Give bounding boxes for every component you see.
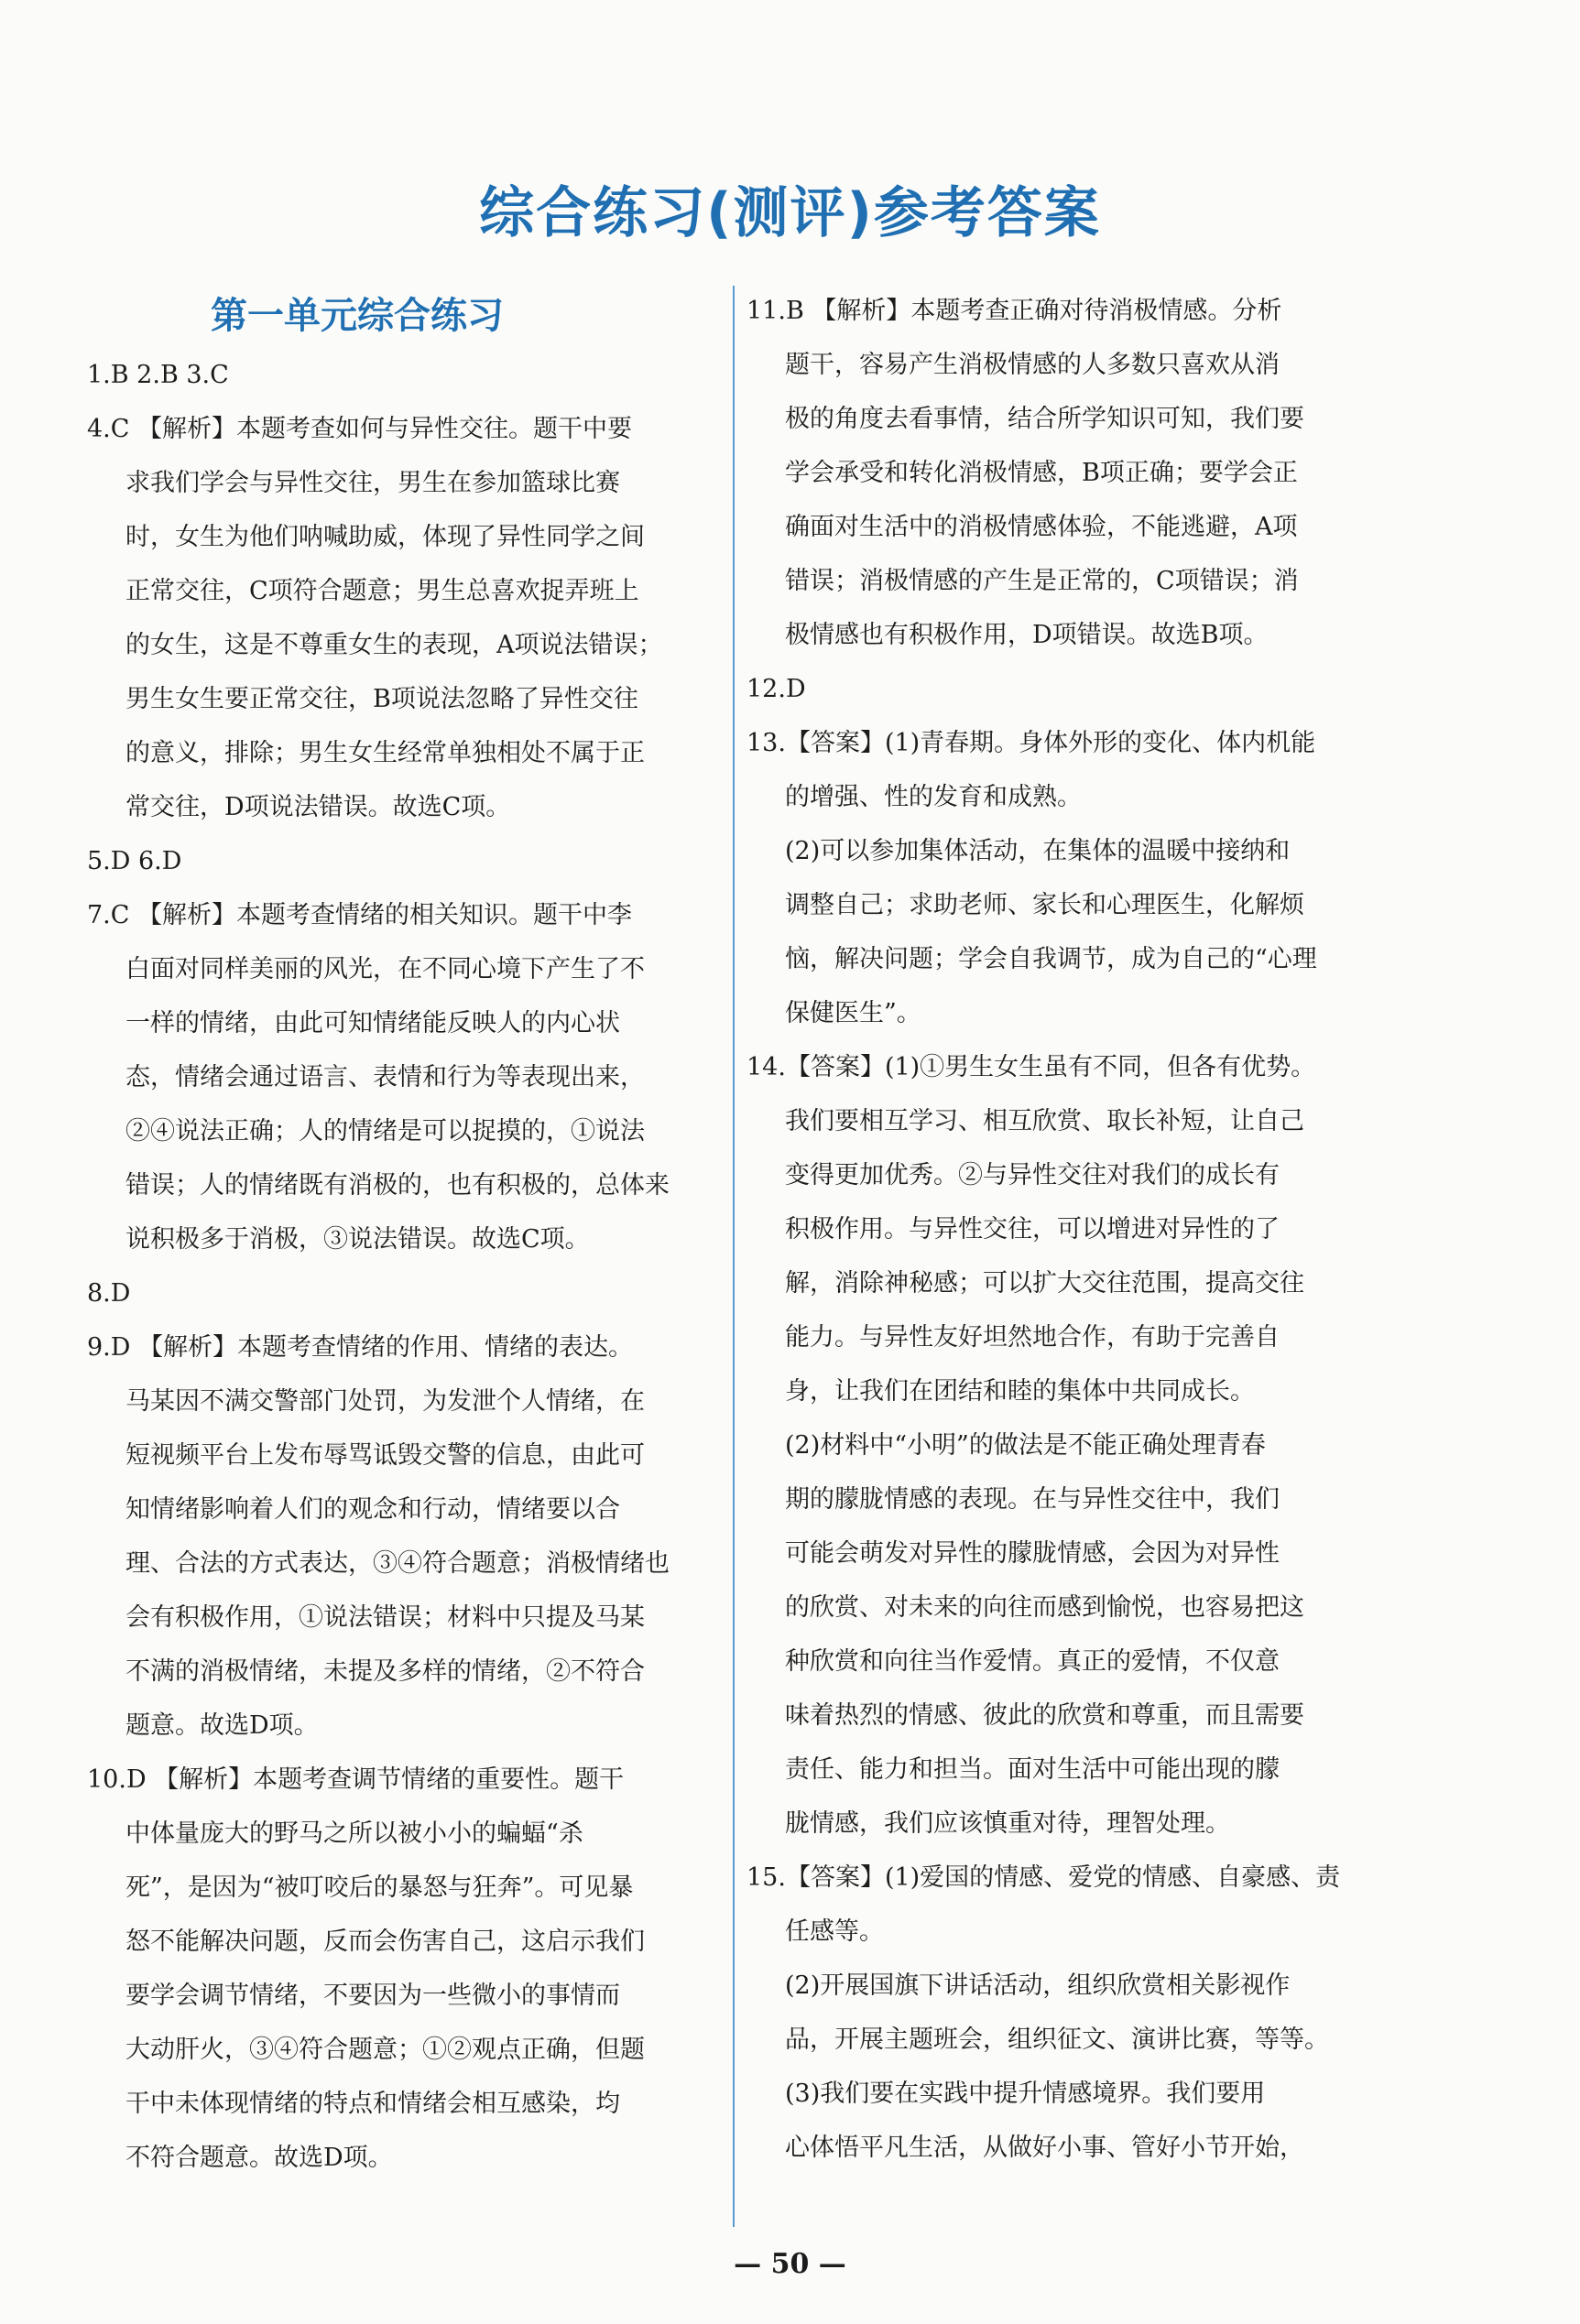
- answer-line: (2)开展国旗下讲话活动，组织欣赏相关影视作: [785, 1971, 1291, 2000]
- answer-line: 可能会萌发对异性的朦胧情感，会因为对异性: [785, 1539, 1280, 1568]
- answer-line: 不符合题意。故选D项。: [125, 2144, 393, 2172]
- answer-line: 中体量庞大的野马之所以被小小的蝙蝠“杀: [125, 1819, 583, 1848]
- answer-line: 我们要相互学习、相互欣赏、取长补短，让自己: [785, 1107, 1304, 1135]
- answer-line: 保健医生”。: [785, 999, 921, 1027]
- answer-line: 种欣赏和向往当作爱情。真正的爱情，不仅意: [785, 1647, 1280, 1676]
- answer-line: 男生女生要正常交往，B项说法忽略了异性交往: [125, 685, 638, 713]
- answer-line: 12.D: [746, 675, 806, 703]
- page-title: 综合练习(测评)参考答案: [479, 181, 1101, 245]
- answer-line: 态，情绪会通过语言、表情和行为等表现出来，: [125, 1063, 645, 1091]
- answer-line: 不满的消极情绪，未提及多样的情绪，②不符合: [125, 1657, 645, 1686]
- answer-line: 9.D 【解析】本题考查情绪的作用、情绪的表达。: [87, 1333, 633, 1362]
- answer-line: 确面对生活中的消极情感体验，不能逃避，A项: [785, 513, 1298, 541]
- answer-line: 题干，容易产生消极情感的人多数只喜欢从消: [785, 351, 1280, 379]
- answer-line: 说积极多于消极，③说法错误。故选C项。: [125, 1225, 590, 1254]
- answer-line: 能力。与异性友好坦然地合作，有助于完善自: [785, 1323, 1280, 1352]
- answer-line: 4.C 【解析】本题考查如何与异性交往。题干中要: [87, 415, 633, 443]
- answer-line: 大动肝火，③④符合题意；①②观点正确，但题: [125, 2036, 645, 2064]
- answer-line: 恼，解决问题；学会自我调节，成为自己的“心理: [785, 945, 1317, 973]
- answer-line: 马某因不满交警部门处罚，为发泄个人情绪，在: [125, 1387, 645, 1416]
- answer-line: 14.【答案】(1)①男生女生虽有不同，但各有优势。: [746, 1053, 1316, 1081]
- answer-line: 极情感也有积极作用，D项错误。故选B项。: [785, 621, 1269, 649]
- answer-line: 常交往，D项说法错误。故选C项。: [125, 793, 511, 821]
- answer-line: 的欣赏、对未来的向往而感到愉悦，也容易把这: [785, 1593, 1304, 1622]
- page-number: — 50 —: [734, 2248, 846, 2280]
- answer-line: 学会承受和转化消极情感，B项正确；要学会正: [785, 459, 1298, 487]
- answer-line: 变得更加优秀。②与异性交往对我们的成长有: [785, 1161, 1280, 1189]
- answer-line: 正常交往，C项符合题意；男生总喜欢捉弄班上: [125, 577, 639, 605]
- answer-line: 一样的情绪，由此可知情绪能反映人的内心状: [125, 1009, 620, 1037]
- answer-line: 知情绪影响着人们的观念和行动，情绪要以合: [125, 1495, 620, 1524]
- answer-line: 的女生，这是不尊重女生的表现，A项说法错误；: [125, 631, 663, 659]
- answer-line: 责任、能力和担当。面对生活中可能出现的朦: [785, 1755, 1280, 1784]
- answer-line: 死”，是因为“被叮咬后的暴怒与狂奔”。可见暴: [125, 1873, 634, 1902]
- answer-line: 的意义，排除；男生女生经常单独相处不属于正: [125, 739, 645, 767]
- left-answer-list: [87, 348, 719, 2185]
- answer-line: 期的朦胧情感的表现。在与异性交往中，我们: [785, 1485, 1280, 1514]
- answer-line: 味着热烈的情感、彼此的欣赏和尊重，而且需要: [785, 1701, 1304, 1730]
- answer-line: 理、合法的方式表达，③④符合题意；消极情绪也: [125, 1549, 670, 1578]
- answer-line: 解，消除神秘感；可以扩大交往范围，提高交往: [785, 1269, 1304, 1298]
- answer-line: 错误；消极情感的产生是正常的，C项错误；消: [785, 567, 1299, 595]
- answer-line: 胧情感，我们应该慎重对待，理智处理。: [785, 1809, 1230, 1838]
- answer-line: 7.C 【解析】本题考查情绪的相关知识。题干中李: [87, 901, 633, 929]
- answer-line: 8.D: [87, 1279, 131, 1308]
- answer-line: 5.D 6.D: [87, 847, 182, 875]
- answer-line: 的增强、性的发育和成熟。: [785, 783, 1082, 811]
- answer-line: 短视频平台上发布辱骂诋毁交警的信息，由此可: [125, 1441, 645, 1470]
- answer-line: 求我们学会与异性交往，男生在参加篮球比赛: [125, 469, 620, 497]
- answer-line: 心体悟平凡生活，从做好小事、管好小节开始，: [785, 2134, 1304, 2162]
- answer-line: 品，开展主题班会，组织征文、演讲比赛，等等。: [785, 2025, 1329, 2054]
- answer-line: 调整自己；求助老师、家长和心理医生，化解烦: [785, 891, 1304, 919]
- answer-line: 极的角度去看事情，结合所学知识可知，我们要: [785, 405, 1304, 433]
- answer-line: (2)可以参加集体活动，在集体的温暖中接纳和: [785, 837, 1291, 865]
- answer-line: 要学会调节情绪，不要因为一些微小的事情而: [125, 1982, 620, 2010]
- answer-line: 干中未体现情绪的特点和情绪会相互感染，均: [125, 2090, 620, 2118]
- answer-line: 15.【答案】(1)爱国的情感、爱党的情感、自豪感、责: [746, 1863, 1341, 1892]
- answer-line: 1.B 2.B 3.C: [87, 361, 229, 389]
- answer-line: 会有积极作用，①说法错误；材料中只提及马某: [125, 1603, 645, 1632]
- right-answer-list: [746, 284, 1378, 2175]
- right-column: [746, 284, 1378, 2175]
- answer-line: 13.【答案】(1)青春期。身体外形的变化、体内机能: [746, 729, 1316, 757]
- answer-line: 10.D 【解析】本题考查调节情绪的重要性。题干: [87, 1765, 625, 1794]
- answer-line: 题意。故选D项。: [125, 1711, 319, 1740]
- left-column: [87, 284, 719, 2185]
- section-subtitle: 第一单元综合练习: [211, 295, 504, 337]
- answer-line: 怒不能解决问题，反而会伤害自己，这启示我们: [125, 1928, 645, 1956]
- answer-line: 11.B 【解析】本题考查正确对待消极情感。分析: [746, 297, 1282, 325]
- column-divider: [733, 286, 735, 2227]
- answer-line: 积极作用。与异性交往，可以增进对异性的了: [785, 1215, 1280, 1243]
- answer-line: (3)我们要在实践中提升情感境界。我们要用: [785, 2080, 1266, 2108]
- answer-line: 身，让我们在团结和睦的集体中共同成长。: [785, 1377, 1255, 1406]
- answer-line: 错误；人的情绪既有消极的，也有积极的，总体来: [125, 1171, 670, 1200]
- answer-line: 白面对同样美丽的风光，在不同心境下产生了不: [125, 955, 645, 983]
- answer-line: (2)材料中“小明”的做法是不能正确处理青春: [785, 1431, 1266, 1460]
- answer-line: ②④说法正确；人的情绪是可以捉摸的，①说法: [125, 1117, 645, 1146]
- answer-line: 时，女生为他们呐喊助威，体现了异性同学之间: [125, 523, 645, 551]
- answer-line: 任感等。: [785, 1917, 884, 1946]
